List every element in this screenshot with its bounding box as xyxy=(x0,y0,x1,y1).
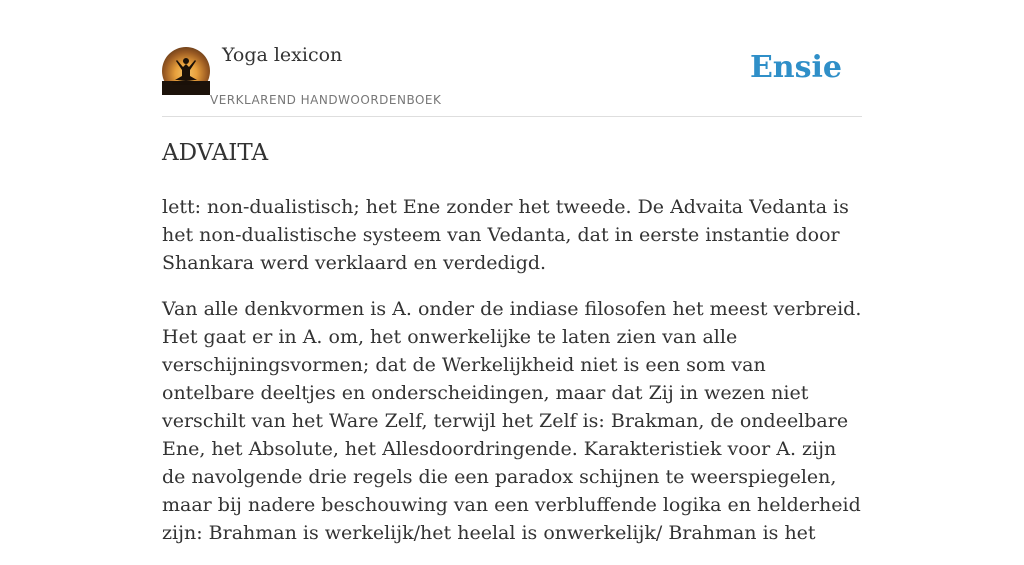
entry-body xyxy=(162,193,862,565)
entry-paragraph-2: Van alle denkvormen is A. onder de indiase filosofen het meest verbreid. Het gaat er in A. om, het onwerkelijke te laten zien van alle verschijningsvormen; dat de Werkelijkheid niet is een som van ontelbare deeltjes en onderscheidingen, maar dat Zij in wezen niet verschilt van het Ware Zelf, terwijl het Zelf is: Brakman, de ondeelbare Ene, het Absolute, het Allesdoordringende. Karakteristiek voor A. zijn de navolgende drie regels die een paradox schijnen te weerspiegelen, maar bij nadere beschouwing van een verbluffende logika en helderheid zijn: Brahman is werkelijk/het heelal is onwerkelijk/ Brahman is het xyxy=(162,298,862,544)
site-title[interactable]: Yoga lexicon xyxy=(222,44,343,66)
site-subtitle: VERKLAREND HANDWOORDENBOEK xyxy=(210,93,442,107)
brand-logo[interactable]: Ensie xyxy=(749,50,842,85)
entry-paragraph-1: lett: non-dualistisch; het Ene zonder het tweede. De Advaita Vedanta is het non-dualistische systeem van Vedanta, dat in eerste instantie door Shankara werd verklaard en verdedigd. xyxy=(162,196,849,274)
entry-title: ADVAITA xyxy=(162,140,269,166)
site-header xyxy=(162,0,862,117)
meditation-silhouette-icon xyxy=(162,47,210,95)
avatar[interactable] xyxy=(162,47,210,95)
